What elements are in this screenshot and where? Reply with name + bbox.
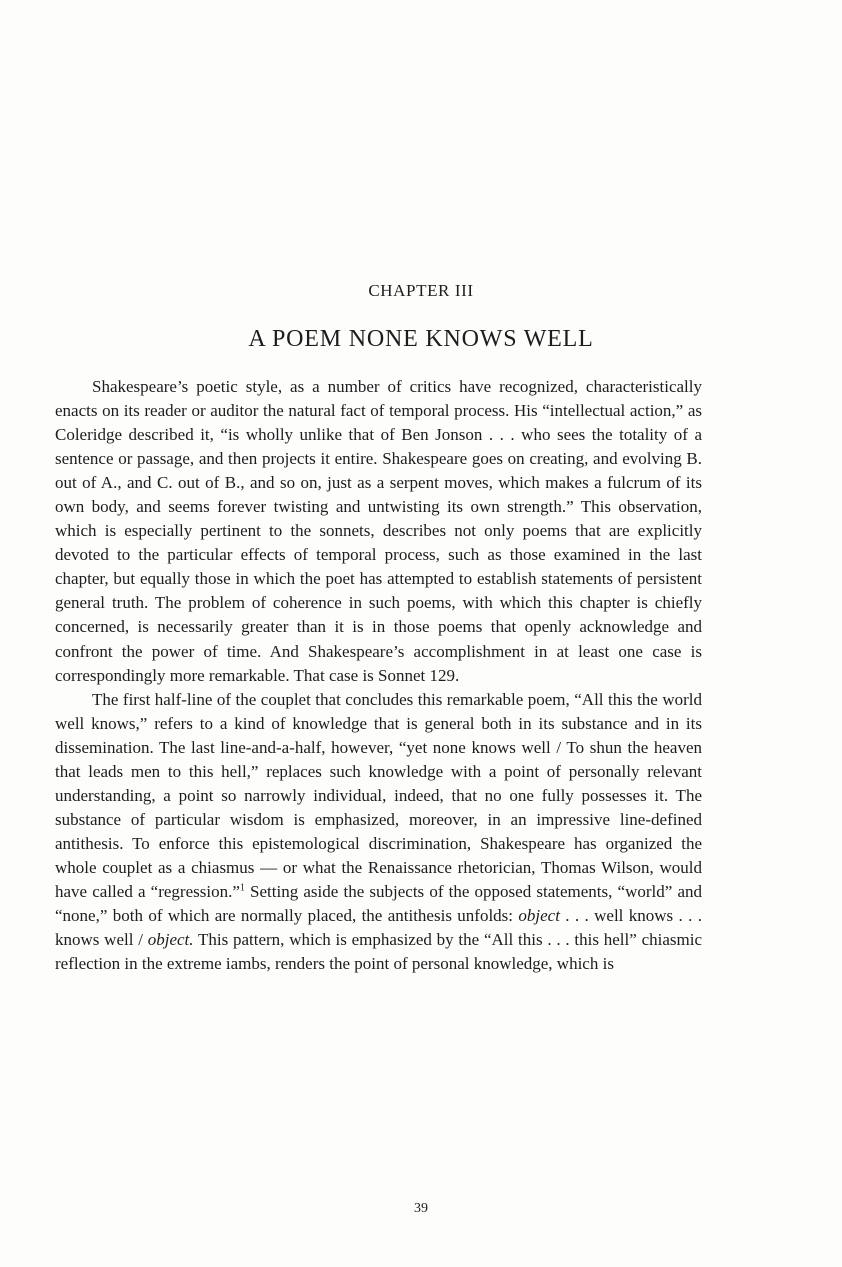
page-number: 39 [414, 1201, 428, 1216]
paragraph-1: Shakespeare’s poetic style, as a number of critics have recognized, characteristically enacts on its reader or auditor the natural fact of temporal process. His “intellectual action,” as Coleridge described it, “is wholly unlike that of Ben Jonson . . . who sees the totality of a sentence or passage, and then projects it entire. Shakespeare goes on creating, and evolving B. out of A., and C. out of B., and so on, just as a serpent moves, which makes a fulcrum of its own body, and seems forever twisting and untwisting its own strength.” This observation, which is especially pertinent to the sonnets, describes not only poems that are explicitly devoted to the particular effects of temporal process, such as those examined in the last chapter, but equally those in which the poet has attempted to establish statements of persistent general truth. The problem of coherence in such poems, with which this chapter is chiefly concerned, is necessarily greater than it is in those poems that openly acknowledge and confront the power of time. And Shakespeare’s accomplishment in at least one case is correspondingly more remarkable. That case is Sonnet 129. [55, 377, 702, 685]
chapter-title: A POEM NONE KNOWS WELL [248, 326, 594, 352]
chapter-label: CHAPTER III [368, 281, 474, 300]
paragraph-2-text-c: . . . well knows . . . knows well / [55, 906, 702, 950]
paragraph-2 [55, 688, 702, 977]
body-text [55, 375, 702, 976]
italic-object-1: object [518, 906, 560, 926]
paragraph-2-text-d: This pattern, which is emphasized by the “All this . . . this hell” chiasmic reflection in the extreme iambs, renders the point of personal knowledge, which is [55, 930, 702, 974]
footnote-mark: 1 [239, 882, 245, 894]
paragraph-2-text-a: The first half-line of the couplet that concludes this remarkable poem, “All this the world well knows,” refers to a kind of knowledge that is general both in its substance and in its dissemination. The last line-and-a-half, however, “yet none knows well / To shun the heaven that leads men to this hell,” replaces such knowledge with a point of personally relevant understanding, a point so narrowly individual, indeed, that no one fully possesses it. The substance of particular wisdom is emphasized, moreover, in an impressive line-defined antithesis. To enforce this epistemological discrimination, Shakespeare has organized the whole couplet as a chiasmus — or what the Renaissance rhetorician, Thomas Wilson, would have called a “regression.” [55, 689, 702, 901]
italic-object-2: object. [147, 930, 194, 950]
paragraph-2-text-b: Setting aside the subjects of the opposed statements, “world” and “none,” both of which are normally placed, the antithesis unfolds: [55, 881, 702, 926]
